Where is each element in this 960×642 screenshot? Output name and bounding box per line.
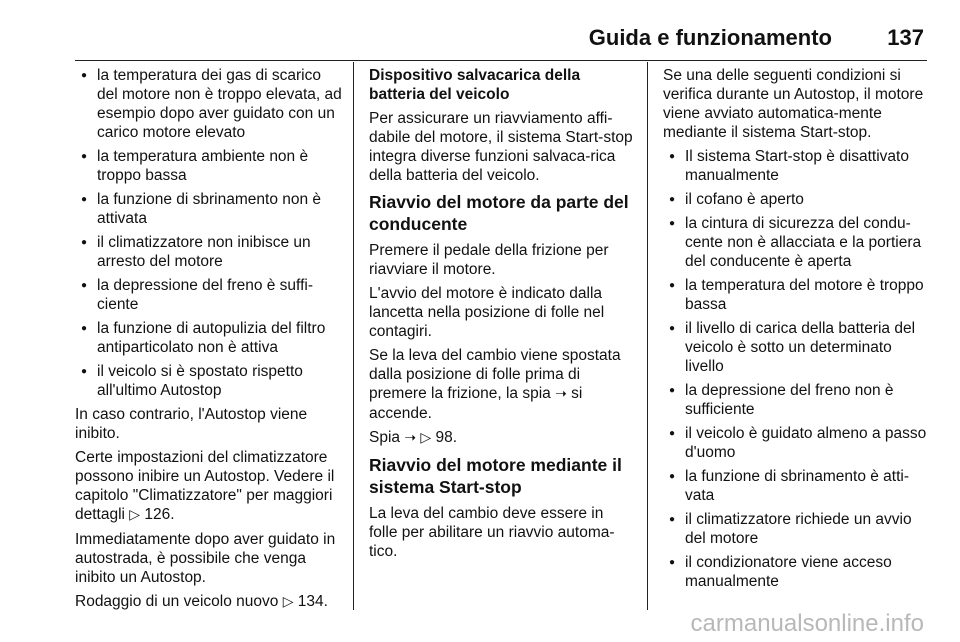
column-divider-2 <box>647 62 648 610</box>
paragraph: Premere il pedale della frizione per riavviare il motore. <box>369 242 609 278</box>
chapter-title: Guida e funzionamento <box>588 25 832 50</box>
section-heading: Riavvio del motore mediante il sistema Start-stop <box>369 455 622 497</box>
page-ref-icon: ▷ <box>129 507 141 523</box>
page-ref-icon: ▷ <box>282 594 294 610</box>
paragraph: In caso contrario, l'Autostop viene inibito. <box>75 406 308 442</box>
list-item: ● la cintura di sicurezza del condu-cente non è allacciata e la portiera del conducente è aperta <box>663 214 929 271</box>
paragraph: L'avvio del motore è indicato dalla lancetta nella posizione di folle nel contagiri. <box>369 285 605 340</box>
paragraph <box>369 346 635 423</box>
watermark: carmanualsonline.info <box>690 610 924 637</box>
page-ref-link[interactable]: 98. <box>435 429 458 446</box>
shift-indicator-icon: ➝ <box>555 386 567 402</box>
list-item: ● la depressione del freno è suffi-ciente <box>75 276 343 314</box>
list-item: ● il cofano è aperto <box>663 190 929 209</box>
list-item: ● il condizionatore viene acceso manualmente <box>663 553 929 591</box>
header-rule <box>75 60 927 61</box>
list-item: ● la funzione di sbrinamento non è attivata <box>75 190 343 228</box>
list-item: ● il veicolo si è spostato rispetto all'ultimo Autostop <box>75 362 343 400</box>
list-item: ● la temperatura dei gas di scarico del motore non è troppo elevata, ad esempio dopo aver guidato con un carico motore elevato <box>75 66 343 142</box>
list-item: ● il climatizzatore richiede un avvio del motore <box>663 510 929 548</box>
column-1 <box>75 66 343 617</box>
paragraph: La leva del cambio deve essere in folle per abilitare un riavvio automa-tico. <box>369 505 615 560</box>
list-item: ● la funzione di autopulizia del filtro antiparticolato non è attiva <box>75 319 343 357</box>
column-divider-1 <box>353 62 354 610</box>
paragraph <box>75 448 343 525</box>
list-item: ● la funzione di sbrinamento è atti-vata <box>663 467 929 505</box>
column-2 <box>369 66 635 566</box>
page-number: 137 <box>887 25 924 50</box>
page-ref-icon: ▷ <box>420 430 432 446</box>
list-item: ● la temperatura del motore è troppo bassa <box>663 276 929 314</box>
paragraph <box>369 428 635 448</box>
column-3 <box>663 66 929 596</box>
paragraph-text: Se la leva del cambio viene spostata dalla posizione di folle prima di premere la frizione, la spia <box>369 347 621 402</box>
list-item: ● il climatizzatore non inibisce un arresto del motore <box>75 233 343 271</box>
paragraph: Immediatamente dopo aver guidato in autostrada, è possibile che venga inibito un Autostop. <box>75 531 336 586</box>
list-item: ● Il sistema Start-stop è disattivato manualmente <box>663 147 929 185</box>
paragraph-text: Spia <box>369 429 401 446</box>
paragraph: Per assicurare un riavviamento affi-dabile del motore, il sistema Start-stop integra diverse funzioni salvaca-rica della batteria del veicolo. <box>369 110 633 184</box>
page-ref-link[interactable]: 134. <box>297 593 328 610</box>
section-heading: Riavvio del motore da parte del conducente <box>369 192 629 234</box>
paragraph-text: Certe impostazioni del climatizzatore possono inibire un Autostop. Vedere il capitolo "Climatizzatore" per maggiori dettagli <box>75 449 335 523</box>
paragraph: Se una delle seguenti condizioni si verifica durante un Autostop, il motore viene avviato automatica-mente mediante il sistema Start-stop. <box>663 67 924 141</box>
paragraph-text: si accende. <box>369 385 583 422</box>
page-header <box>0 25 960 55</box>
list-item: ● la temperatura ambiente non è troppo bassa <box>75 147 343 185</box>
list-item: ● la depressione del freno non è sufficiente <box>663 381 929 419</box>
page-ref-link[interactable]: 126. <box>144 506 175 523</box>
shift-indicator-icon: ➝ <box>404 430 417 446</box>
paragraph-text: Rodaggio di un veicolo nuovo <box>75 593 279 610</box>
list-item: ● il livello di carica della batteria del veicolo è sotto un determinato livello <box>663 319 929 376</box>
paragraph <box>75 592 343 612</box>
subheading: Dispositivo salvacarica della batteria del veicolo <box>369 67 581 103</box>
list-item: ● il veicolo è guidato almeno a passo d'uomo <box>663 424 929 462</box>
